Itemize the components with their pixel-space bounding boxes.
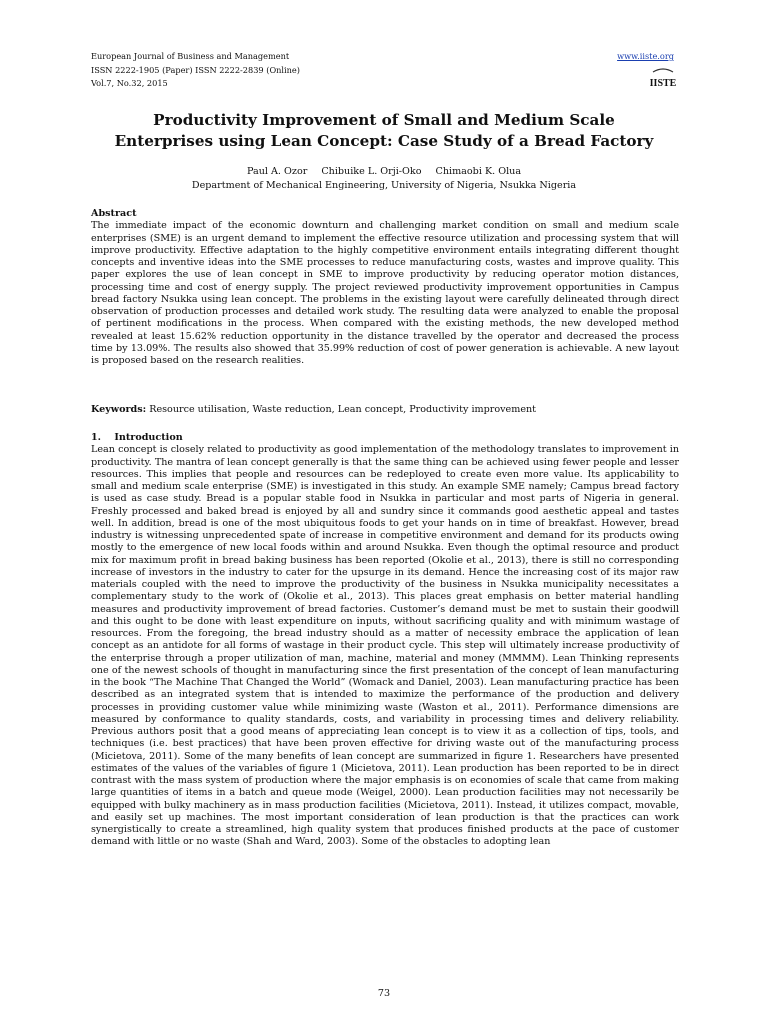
abstract-text: The immediate impact of the economic downturn and challenging market condition on small and medium scale enterprises (SME) is an urgent demand to implement the effective resource utilization and processing system that will improve productivity. Effective adaptation to the highly competitive environment entails integrating different thought concepts and inventive ideas into the SME processes to reduce manufacturing costs, wastes and improve quality. This paper explores the use of lean concept in SME to improve productivity by reducing operator motion distances, processing time and cost of energy supply. The project reviewed productivity improvement opportunities in Campus bread factory Nsukka using lean concept. The problems in the existing layout were carefully delineated through direct observation of production processes and detailed work study. The resulting data were analyzed to enable the proposal of pertinent modifications in the process. When compared with the existing methods, the new developed method revealed at least 15.62% reduction opportunity in the distance travelled by the operator and decreased the process time by 13.09%. The results also showed that 35.99% reduction of cost of power generation is achievable. A new layout is proposed based on the research realities. <box>91 220 679 366</box>
journal-header <box>91 50 511 91</box>
logo-text: IISTE <box>650 78 676 89</box>
introduction-text: Lean concept is closely related to productivity as good implementation of the methodology translates to improvement in productivity. The mantra of lean concept generally is that the same thing can be achieved using fewer people and lesser resources. This implies that people and resources can be redeployed to create even more value. Its applicability to small and medium scale enterprise (SME) is investigated in this study. An example SME namely; Campus bread factory is used as case study. Bread is a popular stable food in Nsukka in particular and most parts of Nigeria in general. Freshly processed and baked bread is enjoyed by all and sundry since it commands good aesthetic appeal and tastes well. In addition, bread is one of the most ubiquitous foods to get your hands on in time of breakfast. However, bread industry is witnessing unprecedented spate of increase in competitive environment and demand for its products owing mostly to the emergence of new local foods within and around Nsukka. Even though the optimal resource and product mix for maximum profit in bread baking business has been reported (Okolie et al., 2013), there is still no corresponding increase of investors in the industry to cater for the upsurge in its demand. Hence the increasing cost of its major raw materials coupled with the need to improve the productivity of the business in Nsukka municipality necessitates a complementary study to the work of (Okolie et al., 2013). This places great emphasis on better material handling measures and productivity improvement of bread factories. Customer’s demand must be met to sustain their goodwill and this ought to be done with least expenditure on inputs, without sacrificing quality and with minimum wastage of resources. From the foregoing, the bread industry should as a matter of necessity embrace the application of lean concept as an antidote for all forms of wastage in their product cycle. This step will ultimately increase productivity of the enterprise through a proper utilization of man, machine, material and money (MMMM). Lean Thinking represents one of the newest schools of thought in manufacturing since the first presentation of the concept of lean manufacturing in the book “The Machine That Changed the World” (Womack and Daniel, 2003). Lean manufacturing practice has been described as an integrated system that is intended to maximize the performance of the production and delivery processes in providing customer value while minimizing waste (Waston et al., 2011). Performance dimensions are measured by conformance to quality standards, costs, and variability in processing times and delivery reliability. Previous authors posit that a good means of appreciating lean concept is to view it as a collection of tips, tools, and techniques (i.e. best practices) that have been proven effective for driving waste out of the manufacturing process (Micietova, 2011). Some of the many benefits of lean concept are summarized in figure 1. Researchers have presented estimates of the values of the variables of figure 1 (Micietova, 2011). Lean production has been reported to be in direct contrast with the mass system of production where the major emphasis is on economies of scale that came from making large quantities of items in a batch and queue mode (Weigel, 2000). Lean production facilities may not necessarily be equipped with bulky machinery as in mass production facilities (Micietova, 2011). Instead, it utilizes compact, movable, and easily set up machines. The most important consideration of lean production is that the practices can work synergistically to create a streamlined, high quality system that produces finished products at the pace of customer demand with little or no waste (Shah and Ward, 2003). Some of the obstacles to adopting lean <box>91 444 679 848</box>
keywords-text: Resource utilisation, Waste reduction, Lean concept, Productivity improvement <box>146 404 537 415</box>
author-1: Paul A. Ozor <box>246 166 308 177</box>
journal-website-link[interactable]: www.iiste.org <box>617 51 674 61</box>
title-line-1: Productivity Improvement of Small and Medium Scale <box>153 111 615 129</box>
keywords-label: Keywords: <box>91 404 147 415</box>
author-affiliation: Department of Mechanical Engineering, University of Nigeria, Nsukka Nigeria <box>191 180 577 191</box>
abstract-section <box>91 208 679 367</box>
journal-issn: ISSN 2222-1905 (Paper) ISSN 2222-2839 (Online) <box>91 64 300 75</box>
author-3: Chimaobi K. Olua <box>435 166 522 177</box>
journal-volume: Vol.7, No.32, 2015 <box>91 78 168 88</box>
journal-name: European Journal of Business and Management <box>91 51 290 61</box>
keywords-line <box>91 404 536 415</box>
author-2: Chibuike L. Orji-Oko <box>321 166 422 177</box>
iiste-logo <box>650 66 676 92</box>
introduction-heading: 1. Introduction <box>91 432 183 443</box>
author-block <box>60 165 708 193</box>
title-line-2: Enterprises using Lean Concept: Case Study of a Bread Factory <box>114 132 654 150</box>
author-names <box>60 165 708 179</box>
introduction-section <box>91 432 679 849</box>
paper-title <box>60 110 708 152</box>
page-number: 73 <box>377 988 391 999</box>
abstract-heading: Abstract <box>91 208 137 219</box>
